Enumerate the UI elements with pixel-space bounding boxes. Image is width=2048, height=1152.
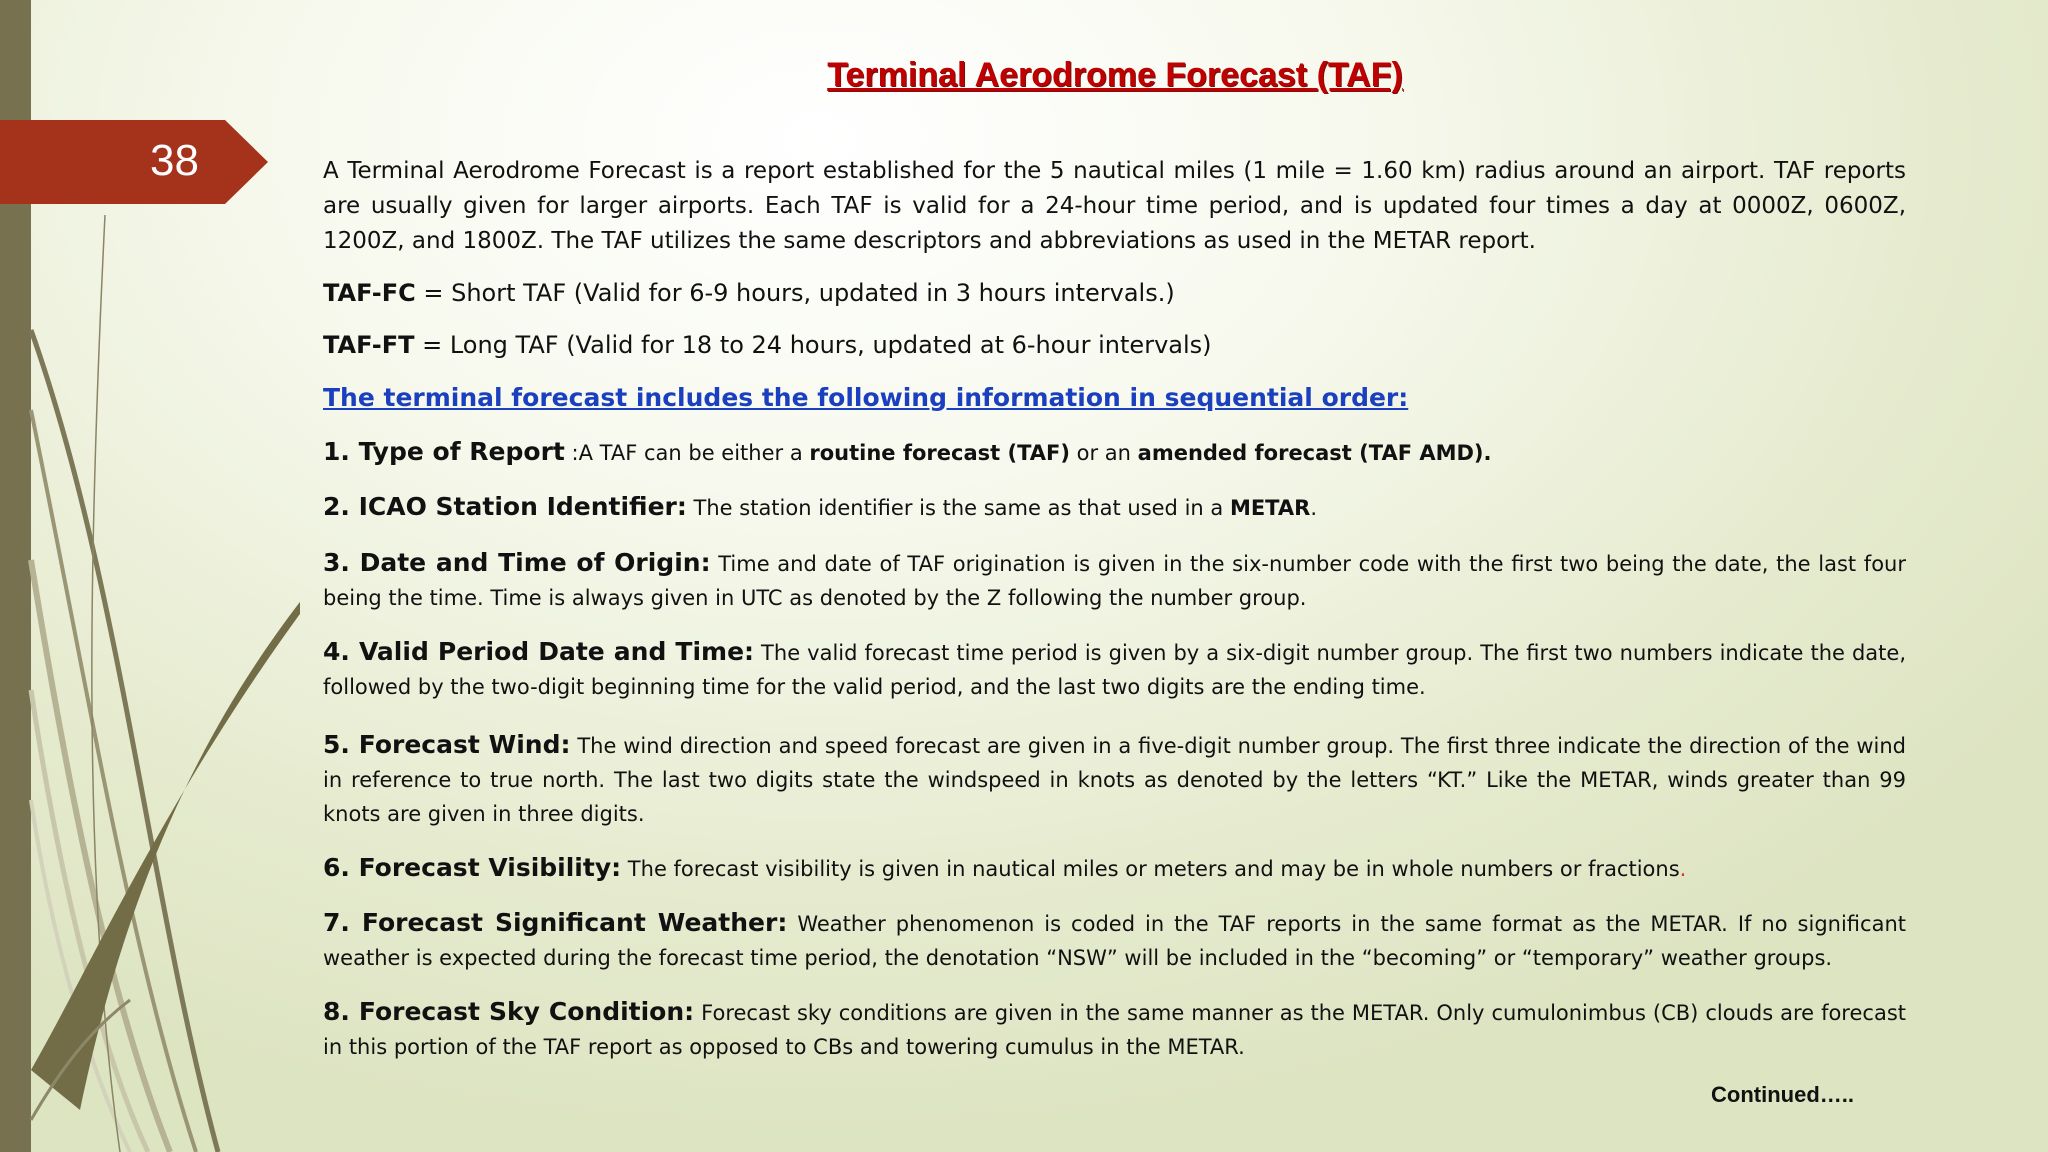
slide-title: Terminal Aerodrome Forecast (TAF) [827,56,1403,94]
definition-text: = Long TAF (Valid for 18 to 24 hours, updated at 6-hour intervals) [414,331,1212,359]
item-text: The forecast visibility is given in nautical miles or meters and may be in whole numbers or fractions [621,857,1680,881]
list-item-forecast-wind [323,728,1906,831]
item-text: The valid forecast time period is given by a six-digit number group. The first two numbers indicate the date, followed by the two-digit beginning time for the valid period, and the last two digits are the ending time. [323,641,1906,699]
slide-body [323,154,1906,1064]
list-item-sky-condition [323,995,1906,1064]
item-lead: 8. Forecast Sky Condition: [323,997,695,1026]
item-bold: METAR [1229,496,1311,520]
item-text: or an [1069,441,1138,465]
item-lead: 3. Date and Time of Origin: [323,548,711,577]
item-lead: 7. Forecast Significant Weather: [323,908,788,937]
list-item-significant-weather [323,906,1906,975]
definition-taf-fc [323,276,1906,311]
item-text: The wind direction and speed forecast are given in a five-digit number group. The first three indicate the direction of the wind in reference to true north. The last two digits state the windspeed in knots as denoted by the letters “KT.” Like the METAR, winds greater than 99 knots are given in three digits. [323,734,1906,826]
item-end-mark: . [1679,857,1687,881]
item-bold: amended forecast (TAF AMD). [1137,441,1492,465]
intro-paragraph: A Terminal Aerodrome Forecast is a report established for the 5 nautical miles (1 mile = 1.60 km) radius around an airport. TAF reports are usually given for larger airports. Each TAF is valid for a 24-hour time period, and is updated four times a day at 0000Z, 0600Z, 1200Z, and 1800Z. The TAF utilizes the same descriptors and abbreviations as used in the METAR report. [323,158,1906,254]
definition-taf-ft [323,328,1906,363]
item-lead: 1. Type of Report [323,437,565,466]
sequence-heading: The terminal forecast includes the following information in sequential order: [323,383,1409,412]
list-item-forecast-visibility [323,851,1906,886]
item-lead: 2. ICAO Station Identifier: [323,492,687,521]
list-item-station-identifier [323,490,1906,525]
item-text: The station identifier is the same as that used in a [686,496,1230,520]
definition-term: TAF-FT [323,331,415,359]
definition-term: TAF-FC [323,279,416,307]
list-item-type-of-report [323,435,1906,470]
item-text: Weather phenomenon is coded in the TAF reports in the same format as the METAR. If no significant weather is expected during the forecast time period, the denotation “NSW” will be included in the “becoming” or “temporary” weather groups. [323,912,1906,970]
list-item-date-time-origin [323,546,1906,615]
item-text: Forecast sky conditions are given in the same manner as the METAR. Only cumulonimbus (CB) clouds are forecast in this portion of the TAF report as opposed to CBs and towering cumulus in the METAR. [323,1001,1906,1059]
item-bold: routine forecast (TAF) [809,441,1070,465]
item-text: . [1310,496,1317,520]
definition-text: = Short TAF (Valid for 6-9 hours, updated in 3 hours intervals.) [415,279,1175,307]
item-lead: 4. Valid Period Date and Time: [323,637,755,666]
list-item-valid-period [323,635,1906,704]
item-lead: 5. Forecast Wind: [323,730,571,759]
continued-label: Continued….. [1711,1082,1854,1107]
item-lead: 6. Forecast Visibility: [323,853,622,882]
item-text: :A TAF can be either a [564,441,810,465]
slide-number: 38 [150,136,199,185]
item-text: Time and date of TAF origination is given in the six-number code with the first two being the date, the last four being the time. Time is always given in UTC as denoted by the Z following the number group. [323,552,1906,610]
